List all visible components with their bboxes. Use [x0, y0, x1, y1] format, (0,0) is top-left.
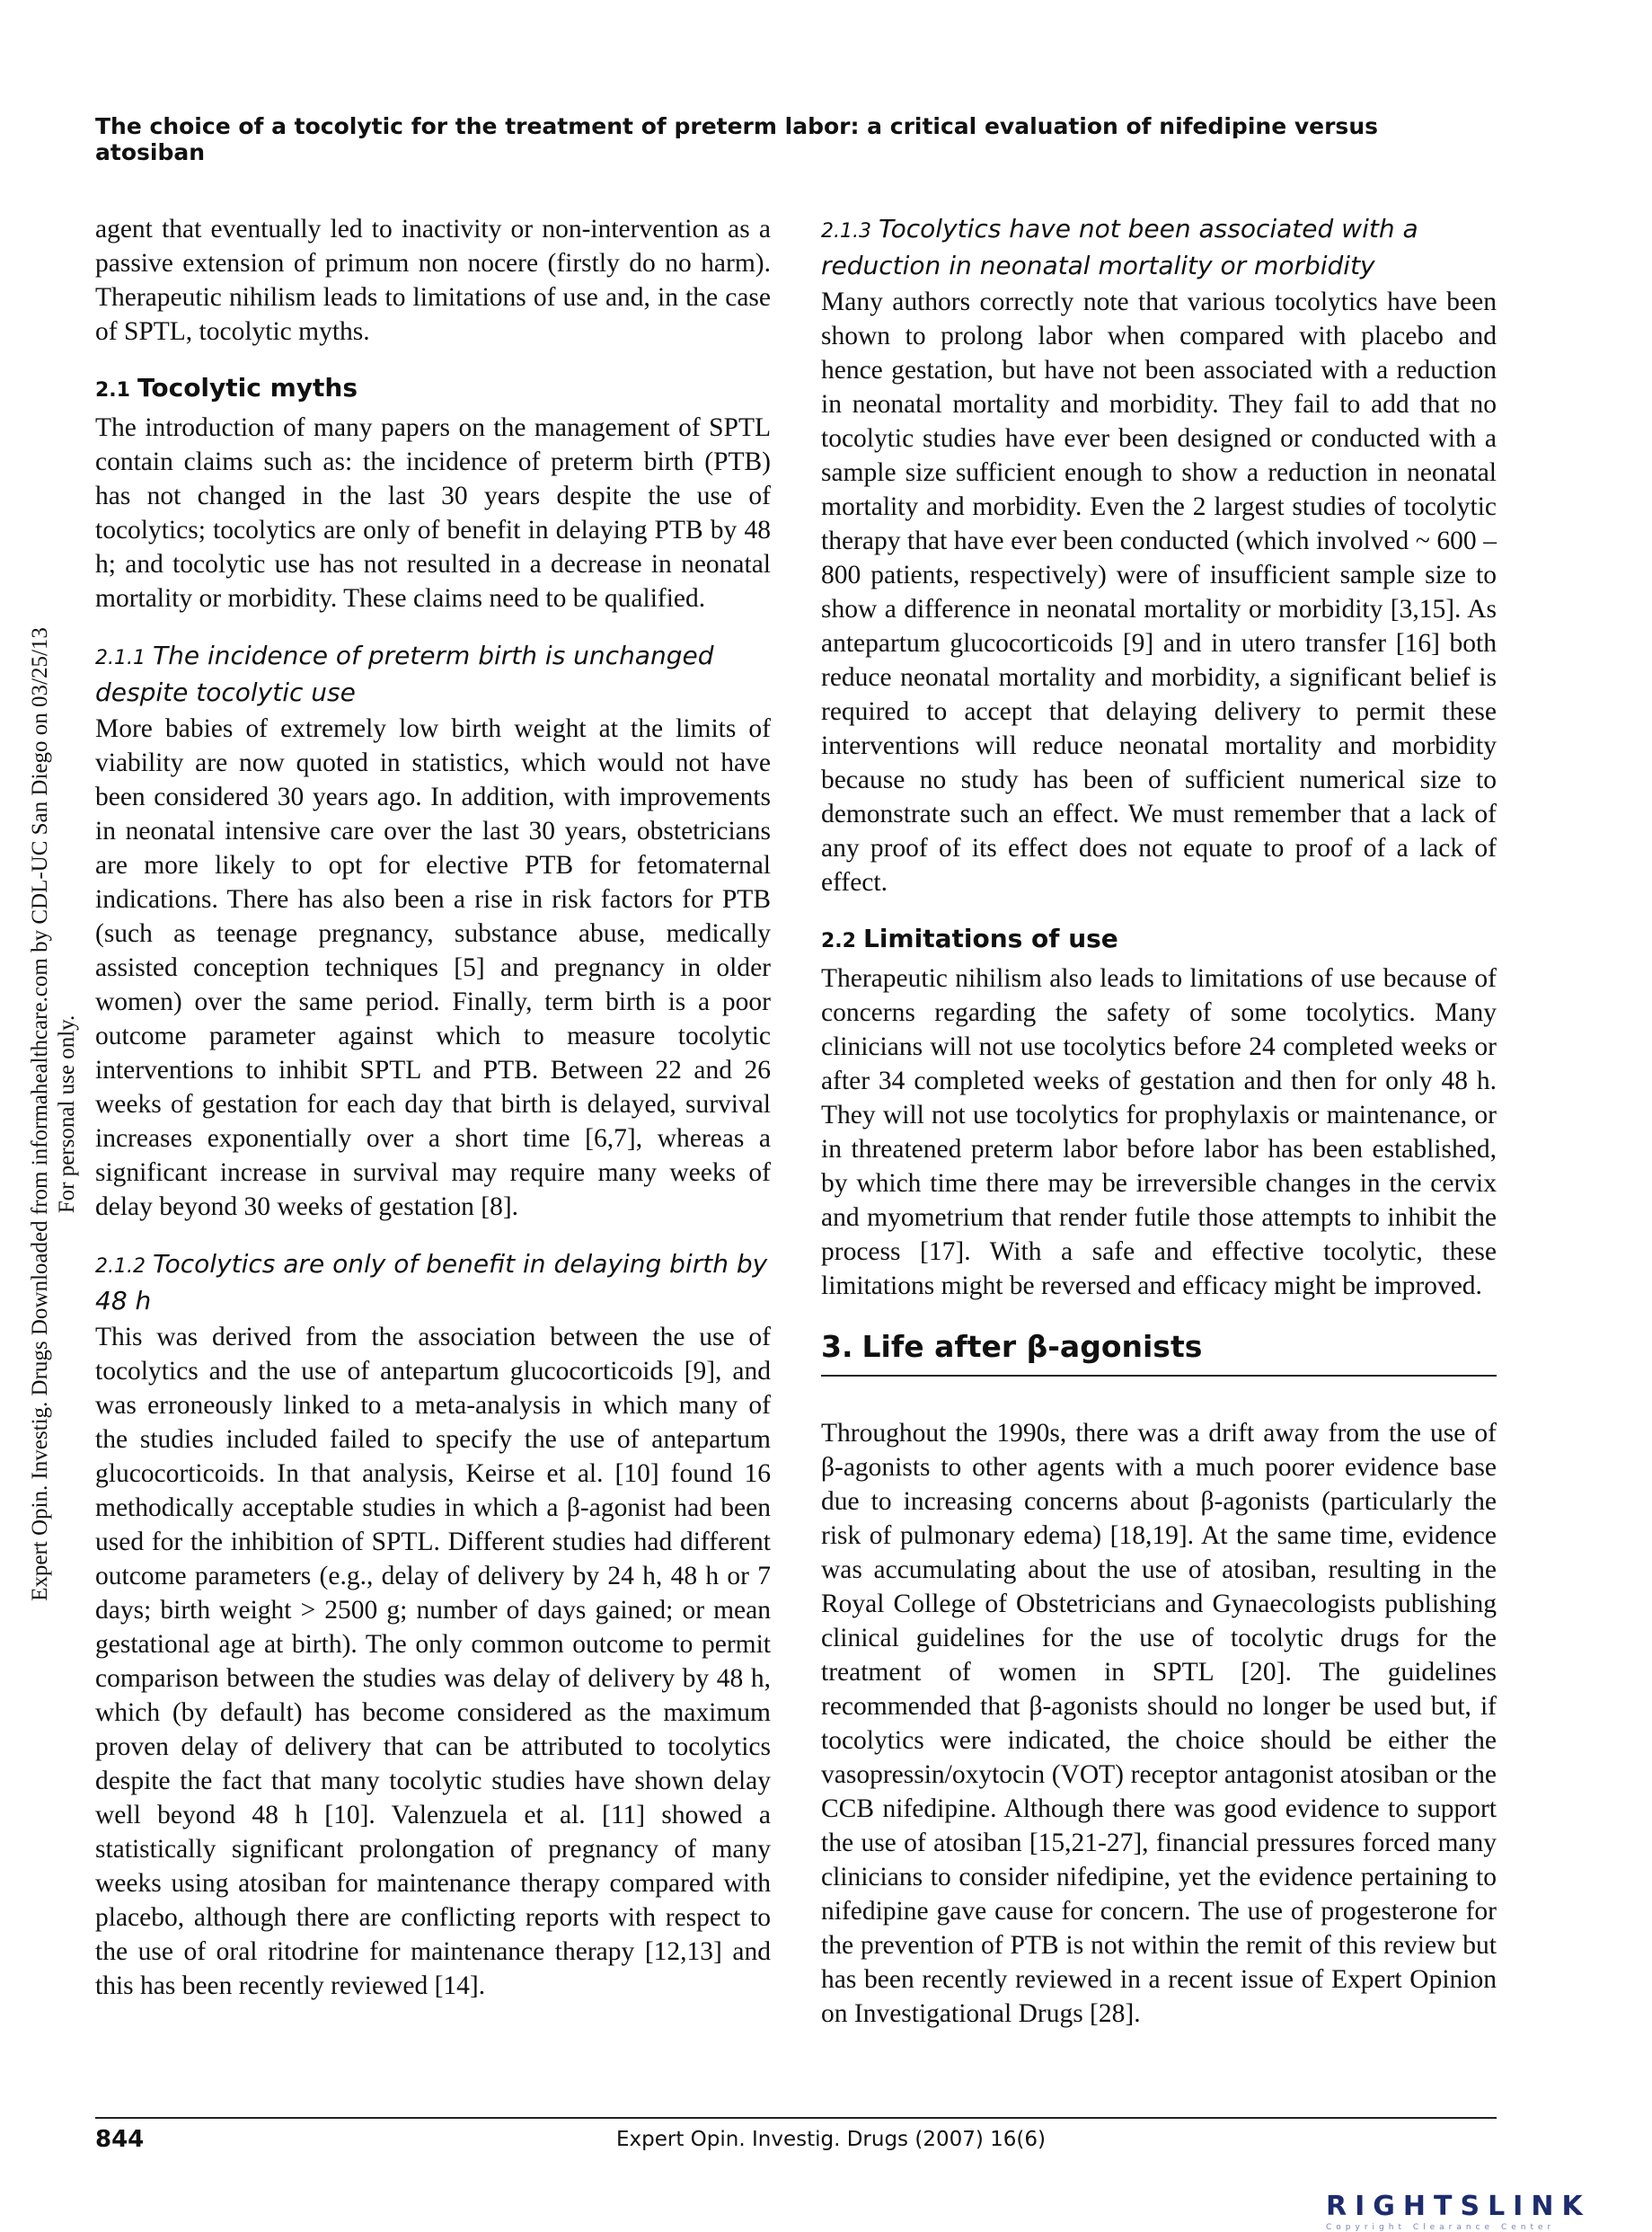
section-heading — [95, 372, 771, 407]
footer-rule — [95, 2117, 1497, 2119]
subsection-number: 2.1.1 — [95, 647, 146, 669]
rightslink-logo — [1326, 2191, 1591, 2232]
subsection-title: Tocolytics are only of benefit in delaying birth by 48 h — [95, 1249, 768, 1315]
journal-citation: Expert Opin. Investig. Drugs (2007) 16(6) — [616, 2128, 1046, 2151]
page-number: 844 — [95, 2126, 145, 2153]
subsection-heading — [821, 212, 1497, 283]
section-title: Tocolytic myths — [137, 373, 358, 403]
subsection-number: 2.1.3 — [821, 220, 871, 243]
rightslink-wordmark: RIGHTSLINK — [1326, 2191, 1591, 2222]
download-watermark — [0, 611, 79, 1617]
rightslink-subtitle: Copyright Clearance Center — [1326, 2223, 1556, 2232]
watermark-line-2: For personal use only. — [55, 1014, 79, 1214]
watermark-line-1: Expert Opin. Investig. Drugs Downloaded from informahealthcare.com by CDL-UC San Diego on 03/25/13 — [28, 627, 52, 1601]
paragraph: agent that eventually led to inactivity or non-intervention as a passive extension of primum non nocere (firstly do no harm). Therapeutic nihilism leads to limitations of use and, in the case of SPTL, tocolytic myths. — [95, 215, 771, 346]
left-column — [95, 212, 771, 2003]
running-header: The choice of a tocolytic for the treatment of preterm labor: a critical evaluation of nifedipine versus atosiban — [95, 113, 1378, 165]
section-title: Limitations of use — [862, 924, 1118, 953]
section-number: 2.1 — [95, 379, 130, 402]
paragraph: More babies of extremely low birth weight at the limits of viability are now quoted in statistics, which would not have been considered 30 years ago. In addition, with improvements in neonatal intensive care over the last 30 years, obstetricians are more likely to opt for elective PTB for fetomaternal indications. There has also been a rise in risk factors for PTB (such as teenage pregnancy, substance abuse, medically assisted conception techniques [5] and pregnancy in older women) over the same period. Finally, term birth is a poor outcome parameter against which to measure tocolytic interventions to inhibit SPTL and PTB. Between 22 and 26 weeks of gestation for each day that birth is delayed, survival increases exponentially over a short time [6,7], whereas a significant increase in survival may require many weeks of delay beyond 30 weeks of gestation [8]. — [95, 714, 771, 1221]
main-section-title: Life after β-agonists — [861, 1329, 1203, 1364]
paragraph: The introduction of many papers on the management of SPTL contain claims such as: the incidence of preterm birth (PTB) has not changed in the last 30 years despite the use of tocolytics; tocolytics are only of benefit in delaying PTB by 48 h; and tocolytic use has not resulted in a decrease in neonatal mortality or morbidity. These claims need to be qualified. — [95, 413, 771, 613]
paragraph: Many authors correctly note that various tocolytics have been shown to prolong labor when compared with placebo and hence gestation, but have not been associated with a reduction in neonatal mortality and morbidity. They fail to add that no tocolytic studies have ever been designed or conducted with a sample size sufficient enough to show a reduction in neonatal mortality and morbidity. Even the 2 largest studies of tocolytic therapy that have ever been conducted (which involved ~ 600 – 800 patients, respectively) were of insufficient sample size to show a difference in neonatal mortality or morbidity [3,15]. As antepartum glucocorticoids [9] and in utero transfer [16] both reduce neonatal mortality and morbidity, a significant belief is required to accept that delaying delivery to permit these interventions will reduce neonatal mortality and morbidity because no study has been of sufficient numerical size to demonstrate such an effect. We must remember that a lack of any proof of its effect does not equate to proof of a lack of effect. — [821, 288, 1497, 897]
main-section-heading — [821, 1328, 1497, 1377]
right-column — [821, 212, 1497, 2031]
subsection-heading — [95, 639, 771, 710]
paragraph: This was derived from the association between the use of tocolytics and the use of antepartum glucocorticoids [9], and was erroneously linked to a meta-analysis in which many of the studies included failed to specify the use of antepartum glucocorticoids. In that analysis, Keirse et al. [10] found 16 methodically acceptable studies in which a β-agonist had been used for the inhibition of SPTL. Different studies had different outcome parameters (e.g., delay of delivery by 24 h, 48 h or 7 days; birth weight > 2500 g; number of days gained; or mean gestational age at birth). The only common outcome to permit comparison between the studies was delay of delivery by 48 h, which (by default) has become considered as the maximum proven delay of delivery that can be attributed to tocolytics despite the fact that many tocolytic studies have shown delay well beyond 48 h [10]. Valenzuela et al. [11] showed a statistically significant prolongation of pregnancy of many weeks using atosiban for maintenance therapy compared with placebo, although there are conflicting reports with respect to the use of oral ritodrine for maintenance therapy [12,13] and this has been recently reviewed [14]. — [95, 1323, 771, 2000]
section-heading — [821, 923, 1497, 958]
section-number: 2.2 — [821, 930, 856, 952]
subsection-title: The incidence of preterm birth is unchanged despite tocolytic use — [95, 641, 714, 707]
subsection-number: 2.1.2 — [95, 1255, 146, 1278]
main-section-number: 3. — [821, 1329, 853, 1364]
paragraph: Throughout the 1990s, there was a drift away from the use of β-agonists to other agents with a much poorer evidence base due to increasing concerns about β-agonists (particularly the risk of pulmonary edema) [18,19]. At the same time, evidence was accumulating about the use of atosiban, resulting in the Royal College of Obstetricians and Gynaecologists publishing clinical guidelines for the use of tocolytic drugs for the treatment of women in SPTL [20]. The guidelines recommended that β-agonists should no longer be used but, if tocolytics were indicated, the choice should be either the vasopressin/oxytocin (VOT) receptor antagonist atosiban or the CCB nifedipine. Although there was good evidence to support the use of atosiban [15,21-27], financial pressures forced many clinicians to consider nifedipine, yet the evidence pertaining to nifedipine gave cause for concern. The use of progesterone for the prevention of PTB is not within the remit of this review but has been recently reviewed in a recent issue of Expert Opinion on Investigational Drugs [28]. — [821, 1419, 1497, 2028]
paragraph: Therapeutic nihilism also leads to limitations of use because of concerns regarding the safety of some tocolytics. Many clinicians will not use tocolytics before 24 completed weeks or after 34 completed weeks of gestation and then for only 48 h. They will not use tocolytics for prophylaxis or maintenance, or in threatened preterm labor before labor has been established, by which time there may be irreversible changes in the cervix and myometrium that render futile those attempts to inhibit the process [17]. With a safe and effective tocolytic, these limitations might be reversed and efficacy might be improved. — [821, 964, 1497, 1300]
subsection-title: Tocolytics have not been associated with a reduction in neonatal mortality or morbidity — [821, 214, 1418, 280]
subsection-heading — [95, 1247, 771, 1318]
